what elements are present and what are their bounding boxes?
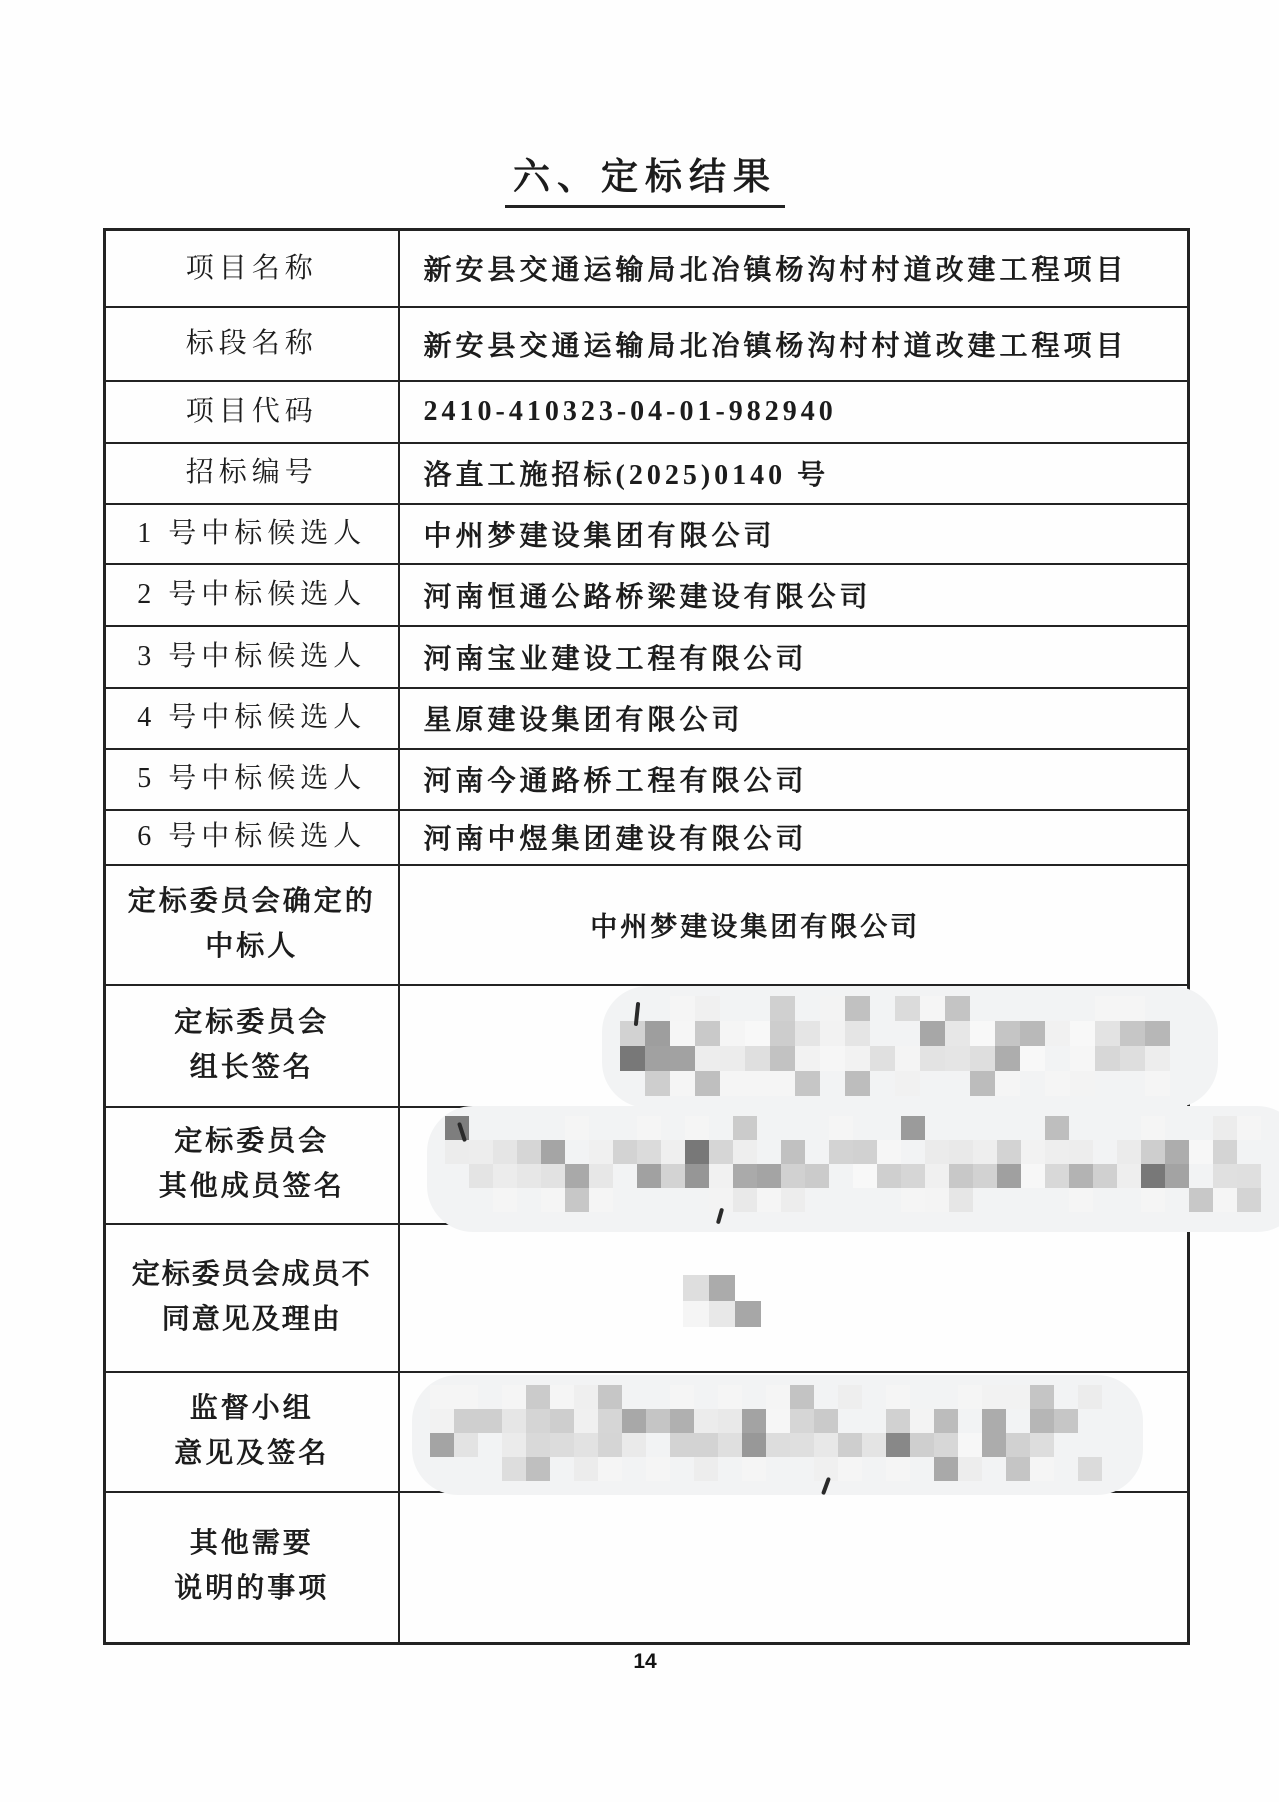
row-value <box>399 1492 1189 1644</box>
mosaic-block <box>742 1457 766 1481</box>
mosaic-block <box>1213 1116 1237 1140</box>
mosaic-block <box>1006 1457 1030 1481</box>
bid-result-table-body <box>105 230 1189 1644</box>
table-row <box>105 749 1189 810</box>
mosaic-block <box>478 1409 502 1433</box>
mosaic-block <box>1237 1188 1261 1212</box>
pixelated-signature <box>445 1116 1265 1216</box>
mosaic-block <box>685 1140 709 1164</box>
mosaic-block <box>685 1116 709 1140</box>
mosaic-block <box>838 1385 862 1409</box>
mosaic-block <box>1095 1046 1120 1071</box>
mosaic-block <box>795 1021 820 1046</box>
mosaic-block <box>1045 1021 1070 1046</box>
mosaic-block <box>695 1021 720 1046</box>
table-row <box>105 985 1189 1107</box>
table-row <box>105 1372 1189 1492</box>
mosaic-block <box>795 1046 820 1071</box>
mosaic-block <box>517 1164 541 1188</box>
mosaic-block <box>1093 1164 1117 1188</box>
row-label: 5 号中标候选人 <box>105 749 399 810</box>
mosaic-block <box>1237 1116 1261 1140</box>
mosaic-block <box>718 1385 742 1409</box>
mosaic-block <box>469 1140 493 1164</box>
mosaic-block <box>949 1188 973 1212</box>
mosaic-block <box>541 1188 565 1212</box>
mosaic-block <box>1045 1116 1069 1140</box>
mosaic-block <box>1045 1164 1069 1188</box>
mosaic-block <box>493 1164 517 1188</box>
mosaic-block <box>469 1164 493 1188</box>
mosaic-block <box>770 1046 795 1071</box>
mosaic-block <box>574 1409 598 1433</box>
mosaic-block <box>781 1164 805 1188</box>
mosaic-block <box>637 1164 661 1188</box>
pixelated-signature <box>620 996 1180 1092</box>
mosaic-block <box>1069 1164 1093 1188</box>
mosaic-block <box>1117 1140 1141 1164</box>
mosaic-block <box>502 1457 526 1481</box>
pixelated-signature <box>430 1385 1105 1479</box>
mosaic-block <box>670 1409 694 1433</box>
row-label: 1 号中标候选人 <box>105 504 399 564</box>
mosaic-block <box>733 1116 757 1140</box>
mosaic-block <box>970 1071 995 1096</box>
mosaic-block <box>766 1409 790 1433</box>
mosaic-block <box>901 1188 925 1212</box>
mosaic-block <box>766 1385 790 1409</box>
mosaic-block <box>637 1116 661 1140</box>
mosaic-block <box>742 1433 766 1457</box>
mosaic-block <box>934 1409 958 1433</box>
mosaic-block <box>735 1301 761 1327</box>
mosaic-block <box>550 1385 574 1409</box>
mosaic-block <box>613 1140 637 1164</box>
mosaic-block <box>454 1385 478 1409</box>
mosaic-block <box>820 996 845 1021</box>
mosaic-block <box>598 1433 622 1457</box>
table-row <box>105 626 1189 688</box>
mosaic-block <box>829 1140 853 1164</box>
signature-cell <box>399 1224 1189 1372</box>
row-value: 新安县交通运输局北冶镇杨沟村村道改建工程项目 <box>399 230 1189 307</box>
mosaic-block <box>945 1021 970 1046</box>
mosaic-block <box>766 1433 790 1457</box>
mosaic-block <box>795 1071 820 1096</box>
mosaic-block <box>541 1164 565 1188</box>
mosaic-block <box>958 1433 982 1457</box>
mosaic-block <box>694 1433 718 1457</box>
mosaic-block <box>770 1021 795 1046</box>
row-label: 项目代码 <box>105 381 399 443</box>
mosaic-block <box>565 1164 589 1188</box>
row-value: 河南中煜集团建设有限公司 <box>399 810 1189 865</box>
mosaic-block <box>997 1140 1021 1164</box>
mosaic-block <box>973 1164 997 1188</box>
bid-result-table <box>103 228 1190 1645</box>
mosaic-block <box>1006 1433 1030 1457</box>
mosaic-block <box>670 1071 695 1096</box>
mosaic-block <box>1141 1188 1165 1212</box>
mosaic-block <box>995 1046 1020 1071</box>
mosaic-block <box>910 1409 934 1433</box>
mosaic-block <box>637 1140 661 1164</box>
mosaic-block <box>982 1433 1006 1457</box>
mosaic-block <box>853 1164 877 1188</box>
mosaic-block <box>670 1433 694 1457</box>
row-value: 河南恒通公路桥梁建设有限公司 <box>399 564 1189 626</box>
mosaic-block <box>430 1409 454 1433</box>
mosaic-block <box>589 1188 613 1212</box>
table-row <box>105 810 1189 865</box>
mosaic-block <box>790 1385 814 1409</box>
mosaic-block <box>886 1385 910 1409</box>
mosaic-block <box>1141 1164 1165 1188</box>
mosaic-block <box>1095 1021 1120 1046</box>
mosaic-block <box>886 1457 910 1481</box>
mosaic-block <box>589 1164 613 1188</box>
mosaic-block <box>695 1046 720 1071</box>
signature-cell <box>399 985 1189 1107</box>
mosaic-block <box>1145 1046 1170 1071</box>
row-label: 2 号中标候选人 <box>105 564 399 626</box>
mosaic-block <box>845 996 870 1021</box>
mosaic-block <box>1145 1071 1170 1096</box>
mosaic-block <box>589 1140 613 1164</box>
row-label: 定标委员会确定的 中标人 <box>105 865 399 985</box>
mosaic-block <box>622 1409 646 1433</box>
row-value: 河南宝业建设工程有限公司 <box>399 626 1189 688</box>
signature-cell <box>399 1372 1189 1492</box>
mosaic-block <box>925 1188 949 1212</box>
mosaic-block <box>718 1433 742 1457</box>
table-row <box>105 307 1189 381</box>
mosaic-block <box>1213 1140 1237 1164</box>
mosaic-block <box>745 1046 770 1071</box>
mosaic-block <box>1189 1188 1213 1212</box>
mosaic-block <box>694 1457 718 1481</box>
mosaic-block <box>565 1188 589 1212</box>
mosaic-block <box>886 1433 910 1457</box>
table-row <box>105 504 1189 564</box>
row-label: 4 号中标候选人 <box>105 688 399 749</box>
mosaic-block <box>901 1164 925 1188</box>
mosaic-block <box>454 1433 478 1457</box>
mosaic-block <box>853 1140 877 1164</box>
mosaic-block <box>1165 1164 1189 1188</box>
mosaic-block <box>814 1457 838 1481</box>
mosaic-block <box>430 1385 454 1409</box>
table-row <box>105 1107 1189 1224</box>
mosaic-block <box>445 1140 469 1164</box>
mosaic-block <box>733 1164 757 1188</box>
mosaic-block <box>709 1140 733 1164</box>
mosaic-block <box>1117 1164 1141 1188</box>
mosaic-block <box>695 1071 720 1096</box>
mosaic-block <box>622 1433 646 1457</box>
mosaic-block <box>1213 1188 1237 1212</box>
table-row <box>105 564 1189 626</box>
mosaic-block <box>670 1385 694 1409</box>
mosaic-block <box>598 1385 622 1409</box>
mosaic-block <box>995 1071 1020 1096</box>
mosaic-block <box>820 1021 845 1046</box>
row-label: 招标编号 <box>105 443 399 504</box>
row-label: 6 号中标候选人 <box>105 810 399 865</box>
mosaic-block <box>454 1409 478 1433</box>
mosaic-block <box>982 1409 1006 1433</box>
row-value: 2410-410323-04-01-982940 <box>399 381 1189 443</box>
mosaic-block <box>683 1301 709 1327</box>
mosaic-block <box>770 996 795 1021</box>
table-row <box>105 381 1189 443</box>
row-value: 洛直工施招标(2025)0140 号 <box>399 443 1189 504</box>
mosaic-block <box>742 1409 766 1433</box>
mosaic-block <box>1120 1046 1145 1071</box>
mosaic-block <box>745 1021 770 1046</box>
table-row <box>105 230 1189 307</box>
mosaic-block <box>770 1071 795 1096</box>
mosaic-block <box>526 1457 550 1481</box>
mosaic-block <box>970 1021 995 1046</box>
mosaic-block <box>526 1409 550 1433</box>
mosaic-block <box>720 1021 745 1046</box>
mosaic-block <box>574 1385 598 1409</box>
mosaic-block <box>945 1046 970 1071</box>
mosaic-block <box>670 1046 695 1071</box>
mosaic-block <box>745 1071 770 1096</box>
mosaic-block <box>1020 1046 1045 1071</box>
mosaic-block <box>958 1457 982 1481</box>
mosaic-block <box>1021 1164 1045 1188</box>
mosaic-block <box>877 1140 901 1164</box>
mosaic-block <box>550 1409 574 1433</box>
mosaic-block <box>646 1409 670 1433</box>
mosaic-block <box>733 1188 757 1212</box>
table-row <box>105 1224 1189 1372</box>
mosaic-block <box>526 1385 550 1409</box>
mosaic-block <box>1145 1021 1170 1046</box>
mosaic-block <box>1120 1021 1145 1046</box>
mosaic-block <box>1213 1164 1237 1188</box>
row-label: 定标委员会 其他成员签名 <box>105 1107 399 1224</box>
row-value: 中州梦建设集团有限公司 <box>399 865 1189 985</box>
mosaic-block <box>1141 1140 1165 1164</box>
mosaic-block <box>598 1409 622 1433</box>
mosaic-block <box>870 1046 895 1071</box>
table-row <box>105 1492 1189 1644</box>
document-title <box>103 146 1187 208</box>
mosaic-block <box>925 1140 949 1164</box>
mosaic-block <box>502 1409 526 1433</box>
row-value: 河南今通路桥工程有限公司 <box>399 749 1189 810</box>
mosaic-block <box>1030 1457 1054 1481</box>
mosaic-block <box>1020 1021 1045 1046</box>
table-row <box>105 688 1189 749</box>
mosaic-block <box>645 1071 670 1096</box>
mosaic-block <box>1030 1409 1054 1433</box>
mosaic-block <box>683 1275 709 1301</box>
mosaic-block <box>565 1116 589 1140</box>
mosaic-block <box>493 1140 517 1164</box>
mosaic-block <box>895 996 920 1021</box>
mosaic-block <box>814 1433 838 1457</box>
mosaic-block <box>1045 1140 1069 1164</box>
mosaic-block <box>973 1140 997 1164</box>
mosaic-block <box>845 1021 870 1046</box>
mosaic-block <box>886 1409 910 1433</box>
mosaic-block <box>718 1409 742 1433</box>
row-label: 项目名称 <box>105 230 399 307</box>
mosaic-block <box>982 1385 1006 1409</box>
mosaic-block <box>670 996 695 1021</box>
mosaic-block <box>645 1046 670 1071</box>
mosaic-block <box>829 1116 853 1140</box>
mosaic-block <box>574 1457 598 1481</box>
mosaic-block <box>685 1164 709 1188</box>
pixelated-signature <box>683 1249 761 1335</box>
mosaic-block <box>820 1046 845 1071</box>
mosaic-block <box>838 1457 862 1481</box>
mosaic-block <box>646 1457 670 1481</box>
mosaic-block <box>1045 1071 1070 1096</box>
mosaic-block <box>920 1021 945 1046</box>
row-label: 3 号中标候选人 <box>105 626 399 688</box>
mosaic-block <box>845 1071 870 1096</box>
mosaic-block <box>1070 1071 1095 1096</box>
mosaic-block <box>620 1021 645 1046</box>
mosaic-block <box>949 1140 973 1164</box>
mosaic-block <box>1078 1457 1102 1481</box>
mosaic-block <box>945 996 970 1021</box>
row-label: 其他需要 说明的事项 <box>105 1492 399 1644</box>
mosaic-block <box>598 1457 622 1481</box>
mosaic-block <box>814 1409 838 1433</box>
mosaic-block <box>1069 1188 1093 1212</box>
mosaic-block <box>1006 1385 1030 1409</box>
mosaic-block <box>910 1433 934 1457</box>
row-value: 新安县交通运输局北冶镇杨沟村村道改建工程项目 <box>399 307 1189 381</box>
row-value: 中州梦建设集团有限公司 <box>399 504 1189 564</box>
mosaic-block <box>781 1188 805 1212</box>
mosaic-block <box>934 1433 958 1457</box>
mosaic-block <box>1237 1164 1261 1188</box>
mosaic-block <box>695 996 720 1021</box>
mosaic-block <box>661 1140 685 1164</box>
row-label: 标段名称 <box>105 307 399 381</box>
page-number: 14 <box>633 1650 657 1673</box>
mosaic-block <box>493 1188 517 1212</box>
mosaic-block <box>1054 1409 1078 1433</box>
mosaic-block <box>502 1385 526 1409</box>
mosaic-block <box>1189 1140 1213 1164</box>
mosaic-block <box>925 1164 949 1188</box>
row-label: 定标委员会 组长签名 <box>105 985 399 1107</box>
mosaic-block <box>781 1140 805 1164</box>
mosaic-block <box>1030 1385 1054 1409</box>
mosaic-block <box>958 1385 982 1409</box>
mosaic-block <box>790 1433 814 1457</box>
signature-cell <box>399 1107 1189 1224</box>
mosaic-block <box>862 1433 886 1457</box>
mosaic-block <box>995 1021 1020 1046</box>
mosaic-block <box>949 1164 973 1188</box>
mosaic-block <box>709 1164 733 1188</box>
mosaic-block <box>1021 1140 1045 1164</box>
mosaic-block <box>934 1457 958 1481</box>
mosaic-block <box>1069 1140 1093 1164</box>
mosaic-block <box>541 1140 565 1164</box>
mosaic-block <box>720 1046 745 1071</box>
mosaic-block <box>997 1164 1021 1188</box>
mosaic-block <box>733 1140 757 1164</box>
page-title: 六、定标结果 <box>505 146 785 208</box>
mosaic-block <box>502 1433 526 1457</box>
mosaic-block <box>1095 996 1120 1021</box>
mosaic-block <box>517 1140 541 1164</box>
row-label: 定标委员会成员不 同意见及理由 <box>105 1224 399 1372</box>
mosaic-block <box>970 1046 995 1071</box>
mosaic-block <box>1070 1021 1095 1046</box>
mosaic-block <box>1030 1433 1054 1457</box>
mosaic-block <box>620 1046 645 1071</box>
mosaic-block <box>895 1071 920 1096</box>
mosaic-block <box>1078 1385 1102 1409</box>
mosaic-block <box>574 1433 598 1457</box>
mosaic-block <box>757 1188 781 1212</box>
mosaic-block <box>1070 1046 1095 1071</box>
mosaic-block <box>901 1116 925 1140</box>
mosaic-block <box>670 1021 695 1046</box>
mosaic-block <box>661 1164 685 1188</box>
mosaic-block <box>877 1164 901 1188</box>
mosaic-block <box>709 1301 735 1327</box>
mosaic-block <box>920 1046 945 1071</box>
mosaic-block <box>838 1433 862 1457</box>
mosaic-block <box>550 1433 574 1457</box>
row-value: 星原建设集团有限公司 <box>399 688 1189 749</box>
mosaic-block <box>694 1409 718 1433</box>
table-row <box>105 865 1189 985</box>
table-row <box>105 443 1189 504</box>
mosaic-block <box>790 1409 814 1433</box>
mosaic-block <box>1165 1140 1189 1164</box>
row-label: 监督小组 意见及签名 <box>105 1372 399 1492</box>
mosaic-block <box>645 1021 670 1046</box>
mosaic-block <box>895 1046 920 1071</box>
mosaic-block <box>805 1164 829 1188</box>
mosaic-block <box>709 1275 735 1301</box>
mosaic-block <box>757 1164 781 1188</box>
mosaic-block <box>1120 996 1145 1021</box>
mosaic-block <box>430 1433 454 1457</box>
mosaic-block <box>720 1071 745 1096</box>
mosaic-block <box>526 1433 550 1457</box>
mosaic-block <box>1141 1116 1165 1140</box>
mosaic-block <box>845 1046 870 1071</box>
mosaic-block <box>920 996 945 1021</box>
